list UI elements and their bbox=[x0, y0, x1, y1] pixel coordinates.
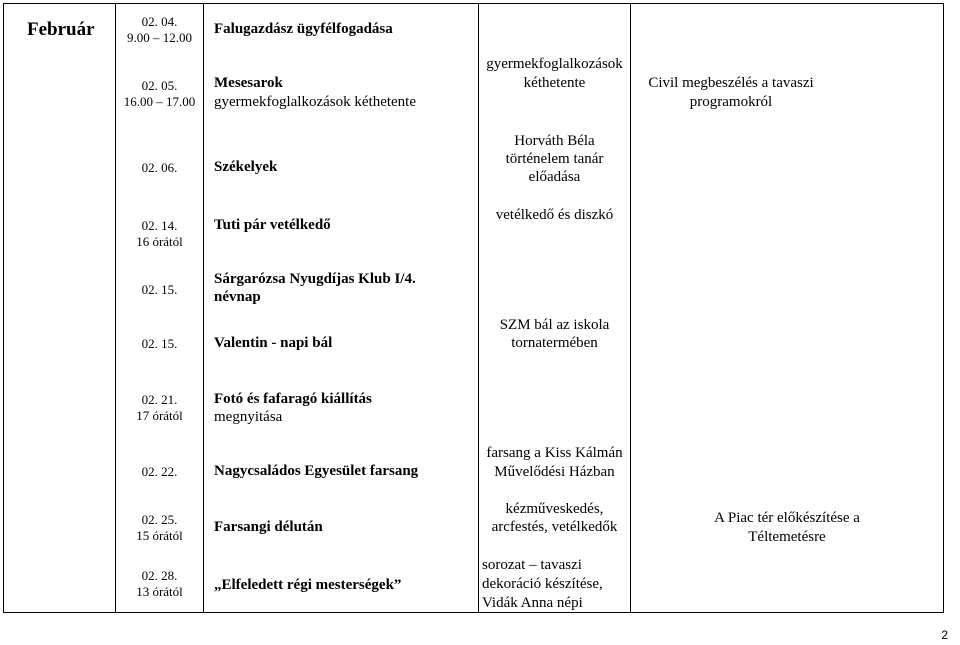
note-cell: Civil megbeszélés a tavaszi bbox=[648, 75, 814, 91]
note-cell: Téltemetésre bbox=[748, 529, 826, 545]
page-number: 2 bbox=[941, 628, 948, 642]
event-cell: Tuti pár vetélkedő bbox=[214, 217, 331, 233]
program-cell: Művelődési Házban bbox=[494, 464, 615, 480]
note-cell: programokról bbox=[689, 94, 773, 110]
program-cell: farsang a Kiss Kálmán bbox=[486, 445, 623, 461]
time-cell: 13 órától bbox=[136, 584, 183, 599]
date-cell: 02. 28. bbox=[141, 568, 178, 583]
col-divider bbox=[203, 3, 204, 613]
program-cell: gyermekfoglalkozások bbox=[486, 56, 623, 72]
program-cell: kézműveskedés, bbox=[505, 501, 604, 517]
event-cell: Farsangi délután bbox=[214, 519, 323, 535]
program-cell: arcfestés, vetélkedők bbox=[491, 519, 618, 535]
date-cell: 02. 05. bbox=[141, 78, 178, 93]
event-cell: Székelyek bbox=[214, 159, 278, 175]
time-cell: 16.00 – 17.00 bbox=[123, 94, 196, 109]
time-cell: 16 órától bbox=[136, 234, 183, 249]
program-cell: tornatermében bbox=[511, 335, 598, 351]
date-cell: 02. 15. bbox=[141, 282, 178, 297]
program-cell: előadása bbox=[528, 169, 581, 185]
event-subtitle: gyermekfoglalkozások kéthetente bbox=[214, 94, 417, 110]
note-cell: A Piac tér előkészítése a bbox=[714, 510, 860, 526]
event-cell: „Elfeledett régi mesterségek” bbox=[214, 577, 402, 593]
event-cell: Fotó és fafaragó kiállítás bbox=[214, 391, 372, 407]
date-cell: 02. 22. bbox=[141, 464, 178, 479]
month-label: Február bbox=[27, 19, 95, 40]
time-cell: 15 órától bbox=[136, 528, 183, 543]
date-cell: 02. 06. bbox=[141, 160, 178, 175]
date-cell: 02. 14. bbox=[141, 218, 178, 233]
date-cell: 02. 21. bbox=[141, 392, 178, 407]
program-cell: SZM bál az iskola bbox=[499, 317, 610, 333]
time-cell: 9.00 – 12.00 bbox=[127, 30, 192, 45]
program-cell: történelem tanár bbox=[505, 151, 604, 167]
program-cell: sorozat – tavaszi bbox=[482, 557, 582, 573]
program-cell: vetélkedő és diszkó bbox=[495, 207, 614, 223]
event-cell: Nagycsaládos Egyesület farsang bbox=[214, 463, 419, 479]
row-divider bbox=[3, 612, 944, 613]
program-cell: dekoráció készítése, bbox=[482, 576, 603, 592]
date-cell: 02. 25. bbox=[141, 512, 178, 527]
table-border-right bbox=[943, 3, 944, 613]
table-border-top bbox=[3, 3, 944, 4]
program-cell: Horváth Béla bbox=[514, 133, 595, 149]
program-cell: kéthetente bbox=[523, 75, 586, 91]
event-cell: Sárgarózsa Nyugdíjas Klub I/4. bbox=[214, 271, 416, 287]
event-cell: Mesesarok bbox=[214, 75, 283, 91]
program-cell: Vidák Anna népi bbox=[482, 595, 583, 611]
event-cell: névnap bbox=[214, 289, 261, 305]
event-cell: Falugazdász ügyfélfogadása bbox=[214, 21, 393, 37]
date-cell: 02. 04. bbox=[141, 14, 178, 29]
event-cell: Valentin - napi bál bbox=[214, 335, 333, 351]
event-subtitle: megnyitása bbox=[214, 409, 283, 425]
date-cell: 02. 15. bbox=[141, 336, 178, 351]
table-border-left bbox=[3, 3, 4, 613]
time-cell: 17 órától bbox=[136, 408, 183, 423]
